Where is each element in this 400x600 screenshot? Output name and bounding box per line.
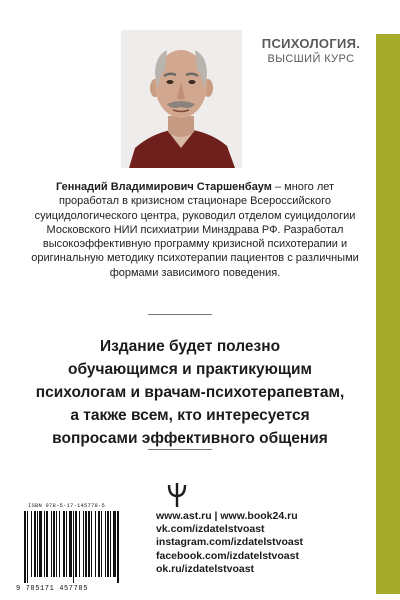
barcode-bar bbox=[88, 511, 90, 577]
barcode-bar bbox=[85, 511, 87, 577]
barcode-bar bbox=[63, 511, 65, 577]
promo-line: вопросами эффективного общения bbox=[52, 430, 328, 447]
barcode-bar bbox=[105, 511, 106, 577]
series-title-line1: ПСИХОЛОГИЯ. bbox=[261, 36, 361, 51]
barcode-bar bbox=[51, 511, 52, 577]
barcode-bar bbox=[66, 511, 67, 577]
promo-line: а также всем, кто интересуется bbox=[70, 407, 310, 424]
barcode-bar bbox=[117, 511, 119, 583]
barcode-number: 9 785171 457785 bbox=[16, 585, 89, 593]
series-title bbox=[256, 36, 366, 65]
barcode-icon bbox=[16, 511, 138, 585]
barcode-bar bbox=[79, 511, 80, 577]
link-ok[interactable]: ok.ru/izdatelstvoast bbox=[156, 562, 255, 575]
link-instagram[interactable]: instagram.com/izdatelstvoast bbox=[156, 536, 304, 549]
barcode-bar bbox=[27, 511, 28, 583]
barcode-bar bbox=[37, 511, 38, 577]
promo-line: обучающимся и практикующим bbox=[67, 361, 312, 378]
barcode-bar bbox=[91, 511, 92, 577]
series-title-line2: ВЫСШИЙ КУРС bbox=[267, 53, 355, 65]
author-bio-text: – много лет проработал в кризисном стационаре Всероссийского суицидологического центра, руководил отделом суицидологии Московского НИИ психиатрии Минздрава РФ. Разработал высокоэффективную программу кризисной психотерапии и оригинальную методику психотерапии пациентов с различными формами зависимого поведения. bbox=[31, 181, 359, 279]
divider-bottom bbox=[148, 449, 212, 450]
barcode-bar bbox=[69, 511, 72, 577]
psi-icon bbox=[166, 482, 188, 508]
barcode-bar bbox=[44, 511, 45, 577]
barcode-bar bbox=[101, 511, 102, 577]
promo-line: психологам и врачам-психотерапевтам, bbox=[35, 384, 345, 401]
author-name: Геннадий Владимирович Старшенбаум bbox=[55, 181, 272, 193]
link-websites[interactable]: www.ast.ru | www.book24.ru bbox=[156, 510, 298, 522]
promo-text bbox=[20, 335, 360, 450]
barcode-bar bbox=[83, 511, 84, 577]
link-facebook[interactable]: facebook.com/izdatelstvoast bbox=[156, 549, 299, 562]
barcode-bar bbox=[95, 511, 96, 577]
publisher-links bbox=[156, 510, 400, 576]
divider-top bbox=[148, 314, 212, 315]
barcode-bar bbox=[59, 511, 60, 577]
barcode-bar bbox=[75, 511, 77, 577]
author-photo bbox=[121, 30, 242, 168]
barcode-bar bbox=[73, 511, 74, 583]
barcode-block bbox=[16, 502, 138, 593]
barcode-bar bbox=[53, 511, 55, 577]
barcode-bar bbox=[46, 511, 48, 577]
barcode-bar bbox=[98, 511, 100, 577]
link-vk[interactable]: vk.com/izdatelstvoast bbox=[156, 523, 265, 536]
barcode-bar bbox=[110, 511, 111, 577]
promo-line: Издание будет полезно bbox=[99, 338, 281, 355]
barcode-bar bbox=[113, 511, 116, 577]
barcode-bar bbox=[34, 511, 36, 577]
isbn-text: ISBN 978-5-17-145778-5 bbox=[28, 502, 106, 509]
barcode-bar bbox=[39, 511, 42, 577]
barcode-bar bbox=[107, 511, 109, 577]
barcode-bar bbox=[24, 511, 26, 583]
barcode-bar bbox=[31, 511, 32, 577]
author-bio bbox=[30, 180, 360, 280]
barcode-bar bbox=[56, 511, 57, 577]
